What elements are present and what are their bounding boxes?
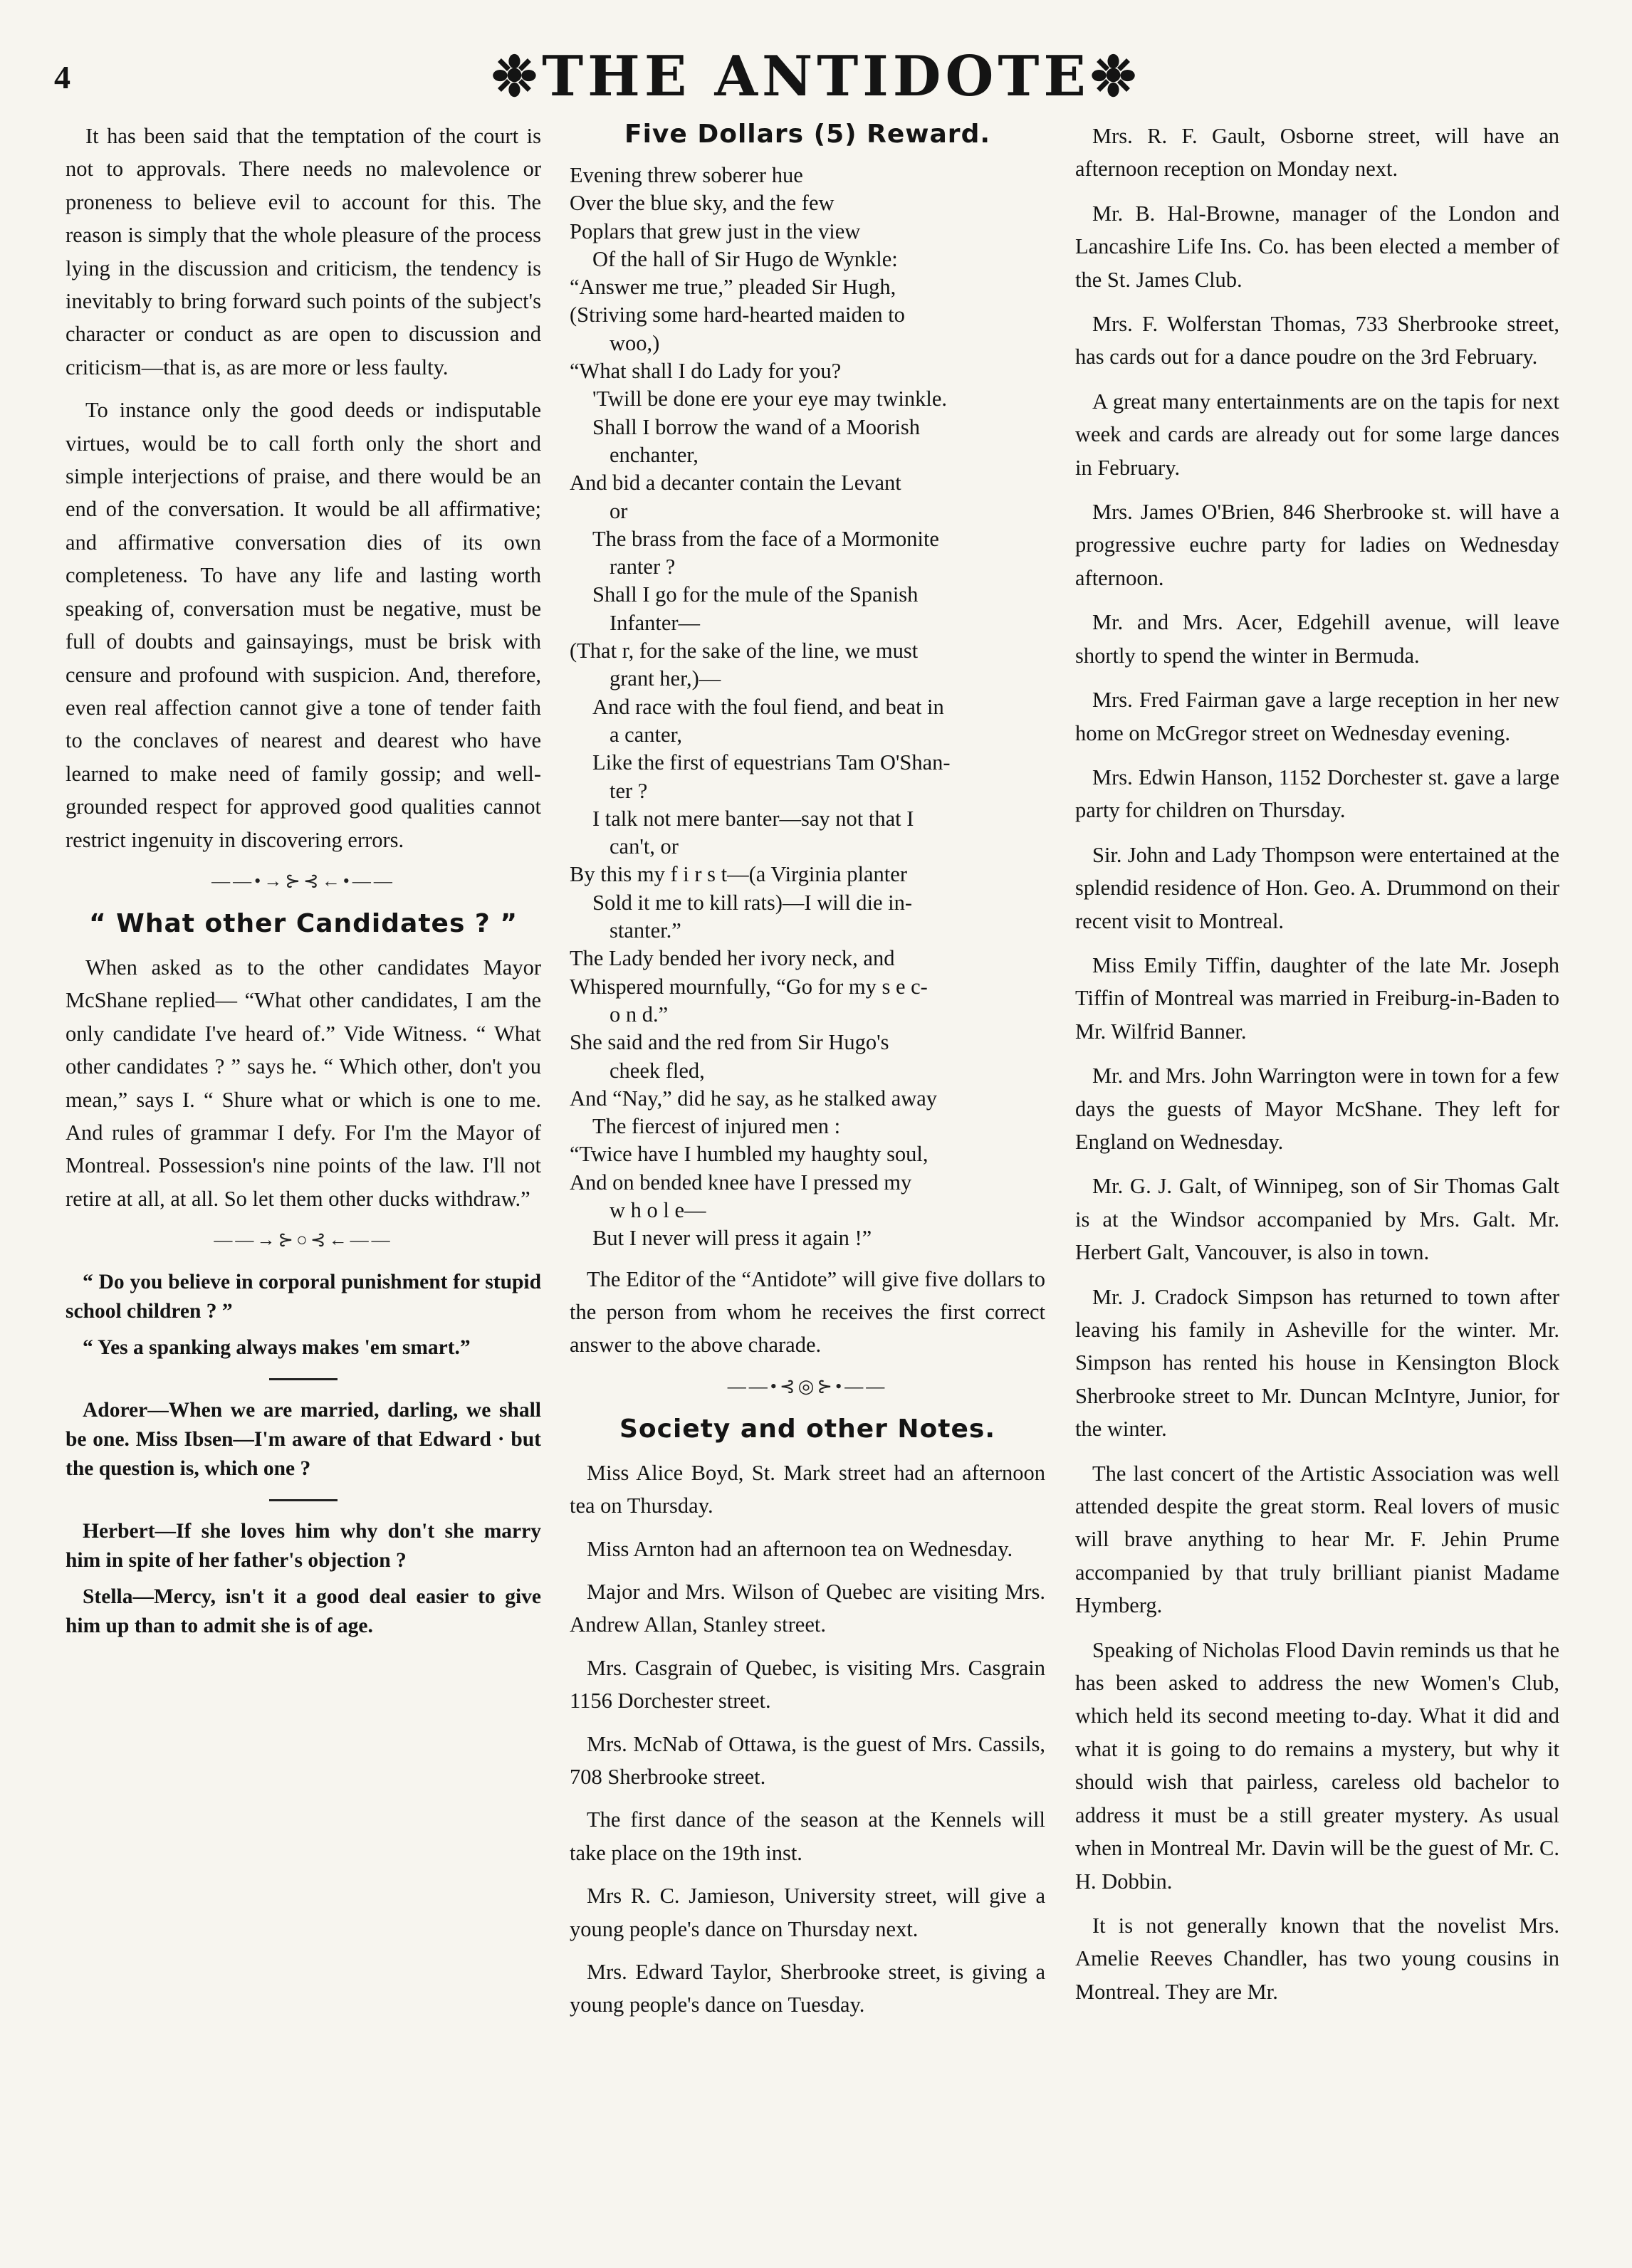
poem-line: stanter.” bbox=[610, 918, 681, 943]
charade-poem bbox=[570, 162, 1045, 1253]
society-note: Miss Alice Boyd, St. Mark street had an afternoon tea on Thursday. bbox=[570, 1460, 1045, 1518]
column-middle bbox=[570, 120, 1045, 2032]
joke-adorer: Adorer—When we are married, darling, we shall be one. Miss Ibsen—I'm aware of that Edward · but the question is, which one ? bbox=[66, 1399, 541, 1481]
poem-line: But I never will press it again !” bbox=[592, 1226, 872, 1251]
society-note: It is not generally known that the novelist Mrs. Amelie Reeves Chandler, has two young cousins in Montreal. They are Mr. bbox=[1075, 1913, 1559, 2004]
poem-line: cheek fled, bbox=[610, 1058, 705, 1083]
candidates-heading: “ What other Candidates ? ” bbox=[88, 908, 518, 938]
society-note: Speaking of Nicholas Flood Davin reminds us that he has been asked to address the new Women's Club, which held its second meeting to-day. What it did and what it is going to do remains a mystery, but why it should wish that pairless, careless old bachelor to address it must be a still greater mystery. As usual when in Montreal Mr. Davin will be the guest of Mr. C. H. Dobbin. bbox=[1075, 1637, 1559, 1894]
society-note: Mr. B. Hal-Browne, manager of the London and Lancashire Life Ins. Co. has been elected a member of the St. James Club. bbox=[1075, 201, 1559, 292]
poem-line: And “Nay,” did he say, as he stalked away bbox=[570, 1086, 938, 1111]
poem-line: (Striving some hard-hearted maiden to bbox=[570, 303, 905, 327]
poem-line: “Answer me true,” pleaded Sir Hugh, bbox=[570, 275, 896, 300]
poem-line: or bbox=[610, 498, 628, 523]
poem-line: Shall I borrow the wand of a Moorish bbox=[592, 414, 920, 439]
society-note: A great many entertainments are on the tapis for next week and cards are already out for some large dances in February. bbox=[1075, 389, 1559, 480]
ornament-divider: ——•⊰◎⊱•—— bbox=[727, 1375, 888, 1397]
poem-line: And on bended knee have I pressed my bbox=[570, 1170, 912, 1195]
society-note: Mrs. Fred Fairman gave a large reception in her new home on McGregor street on Wednesday evening. bbox=[1075, 688, 1559, 745]
society-note: Mrs. R. F. Gault, Osborne street, will have an afternoon reception on Monday next. bbox=[1075, 124, 1559, 182]
society-note: Mr. and Mrs. John Warrington were in town for a few days the guests of Mayor McShane. They left for England on Wednesday. bbox=[1075, 1064, 1559, 1154]
reward-heading: Five Dollars (5) Reward. bbox=[624, 120, 991, 149]
poem-line: woo,) bbox=[610, 330, 660, 355]
poem-line: Whispered mournfully, “Go for my s e c- bbox=[570, 974, 928, 999]
poem-line: Like the first of equestrians Tam O'Shan- bbox=[592, 750, 951, 775]
poem-line: And race with the foul fiend, and beat in bbox=[592, 694, 944, 719]
society-note: Mrs. McNab of Ottawa, is the guest of Mrs. Cassils, 708 Sherbrooke street. bbox=[570, 1731, 1045, 1790]
joke-answer: “ Yes a spanking always makes 'em smart.” bbox=[83, 1336, 471, 1360]
poem-line: ranter ? bbox=[610, 555, 676, 579]
society-note: The last concert of the Artistic Association was well attended despite the great storm. Real lovers of music will brave anything to hear Mr. F. Jehin Prume accompanied by that truly brilliant pianist Madame Hymberg. bbox=[1075, 1461, 1559, 1618]
poem-line: Infanter— bbox=[610, 610, 701, 635]
poem-line: And bid a decanter contain the Levant bbox=[570, 471, 901, 495]
society-note: Mrs. Casgrain of Quebec, is visiting Mrs. Casgrain 1156 Dorchester street. bbox=[570, 1655, 1045, 1713]
editor-note: The Editor of the “Antidote” will give five dollars to the person from whom he receives the first correct answer to the above charade. bbox=[570, 1266, 1045, 1358]
society-note: Miss Emily Tiffin, daughter of the late Mr. Joseph Tiffin of Montreal was married in Freiburg-in-Baden to Mr. Wilfrid Banner. bbox=[1075, 952, 1559, 1044]
society-note: Mr. and Mrs. Acer, Edgehill avenue, will leave shortly to spend the winter in Bermuda. bbox=[1075, 610, 1559, 668]
joke-question: “ Do you believe in corporal punishment for stupid school children ? ” bbox=[66, 1271, 541, 1323]
newspaper-title: ❉THE ANTIDOTE❉ bbox=[491, 44, 1141, 109]
society-note: Miss Arnton had an afternoon tea on Wednesday. bbox=[587, 1536, 1013, 1561]
column-left bbox=[66, 120, 541, 1648]
jokes-section bbox=[66, 1268, 541, 1641]
society-heading: Society and other Notes. bbox=[619, 1414, 996, 1444]
poem-line: enchanter, bbox=[610, 442, 699, 467]
poem-line: ter ? bbox=[610, 778, 648, 803]
society-note: Mrs. Edwin Hanson, 1152 Dorchester st. gave a large party for children on Thursday. bbox=[1075, 765, 1559, 823]
poem-line: a canter, bbox=[610, 722, 683, 747]
ornament-divider: ——•→⊱⊰←•—— bbox=[211, 870, 395, 891]
poem-line: Shall I go for the mule of the Spanish bbox=[592, 582, 919, 607]
poem-line: The fiercest of injured men : bbox=[592, 1114, 841, 1139]
poem-line: grant her,)— bbox=[610, 666, 721, 691]
joke-herbert: Herbert—If she loves him why don't she marry him in spite of her father's objection ? bbox=[66, 1520, 541, 1573]
society-notes-list bbox=[570, 1456, 1045, 2022]
short-rule bbox=[269, 1499, 338, 1501]
page-number: 4 bbox=[54, 59, 70, 95]
poem-line: (That r, for the sake of the line, we must bbox=[570, 639, 919, 663]
poem-line: By this my f i r s t—(a Virginia planter bbox=[570, 862, 907, 887]
poem-line: Sold it me to kill rats)—I will die in- bbox=[592, 890, 912, 915]
column-right bbox=[1075, 120, 1559, 2020]
poem-line: The brass from the face of a Mormonite bbox=[592, 526, 939, 551]
society-note: Sir. John and Lady Thompson were entertained at the splendid residence of Hon. Geo. A. Drummond on their recent visit to Montreal. bbox=[1075, 842, 1559, 933]
poem-line: can't, or bbox=[610, 834, 679, 859]
poem-line: 'Twill be done ere your eye may twinkle. bbox=[592, 387, 947, 411]
poem-line: Evening threw soberer hue bbox=[570, 163, 803, 187]
poem-line: “What shall I do Lady for you? bbox=[570, 359, 842, 384]
poem-line: Poplars that grew just in the view bbox=[570, 219, 861, 243]
society-note: The first dance of the season at the Kennels will take place on the 19th inst. bbox=[570, 1807, 1045, 1865]
ornament-divider: ——→⊱○⊰←—— bbox=[214, 1229, 393, 1251]
society-note: Mrs. Edward Taylor, Sherbrooke street, is giving a young people's dance on Tuesday. bbox=[570, 1960, 1045, 2017]
court-paragraph-1: It has been said that the temptation of the court is not to approvals. There needs no malevolence or proneness to believe evil to account for this. The reason is simply that the whole pleasure of the process lying in the discussion and criticism, the tendency is inevitably to bring forward such points of the subject's character or conduct as are open to discussion and criticism—that is, as are more or less faulty. bbox=[66, 124, 541, 379]
society-note: Mrs R. C. Jamieson, University street, will give a young people's dance on Thursday next. bbox=[570, 1884, 1045, 1941]
masthead bbox=[0, 0, 1632, 117]
poem-line: Over the blue sky, and the few bbox=[570, 191, 835, 216]
poem-line: The Lady bended her ivory neck, and bbox=[570, 946, 895, 971]
poem-line: w h o l e— bbox=[610, 1197, 706, 1222]
joke-stella: Stella—Mercy, isn't it a good deal easier to give him up than to admit she is of age. bbox=[66, 1585, 541, 1638]
society-note: Mr. G. J. Galt, of Winnipeg, son of Sir Thomas Galt is at the Windsor accompanied by Mrs. Galt. Mr. Herbert Galt, Vancouver, is also in town. bbox=[1075, 1174, 1559, 1265]
court-paragraph-2: To instance only the good deeds or indisputable virtues, would be to call forth only the short and simple interjections of praise, and there would be an end of the conversation. It would be all affirmative; and affirmative conversation dies of its own completeness. To have any life and lasting worth speaking of, conversation must be negative, must be full of doubts and gainsayings, must be brisk with censure and profound with suspicion. And, therefore, even real affection cannot give a tone of tender faith to the conclaves of nearest and dearest who have learned to make need of family gossip; and well-grounded respect for approved good qualities cannot restrict ingenuity in discovering errors. bbox=[66, 398, 541, 852]
society-note: Mr. J. Cradock Simpson has returned to town after leaving his family in Asheville for the winter. Mr. Simpson has rented his house in Kensington Block Sherbrooke street to Mr. Duncan McIntyre, Junior, for the winter. bbox=[1075, 1284, 1559, 1442]
poem-line: o n d.” bbox=[610, 1002, 669, 1027]
poem-line: “Twice have I humbled my haughty soul, bbox=[570, 1142, 929, 1167]
society-note: Mrs. F. Wolferstan Thomas, 733 Sherbrooke street, has cards out for a dance poudre on the 3rd February. bbox=[1075, 312, 1559, 369]
poem-line: She said and the red from Sir Hugo's bbox=[570, 1030, 889, 1055]
short-rule bbox=[269, 1378, 338, 1380]
society-note: Mrs. James O'Brien, 846 Sherbrooke st. will have a progressive euchre party for ladies on Wednesday afternoon. bbox=[1075, 500, 1559, 590]
candidates-paragraph: When asked as to the other candidates Mayor McShane replied— “What other candidates, I am the only candidate I've heard of.” Vide Witness. “ What other candidates ? ” says he. “ Which other, don't you mean,” says I. “ Shure what or which is one to me. And rules of grammar I defy. For I'm the Mayor of Montreal. Possession's nine points of the law. I'll not retire at all, at all. So let them other ducks withdraw.” bbox=[66, 955, 541, 1211]
poem-line: Of the hall of Sir Hugo de Wynkle: bbox=[592, 246, 898, 271]
poem-line: I talk not mere banter—say not that I bbox=[592, 806, 914, 831]
society-note: Major and Mrs. Wilson of Quebec are visiting Mrs. Andrew Allan, Stanley street. bbox=[570, 1580, 1045, 1637]
